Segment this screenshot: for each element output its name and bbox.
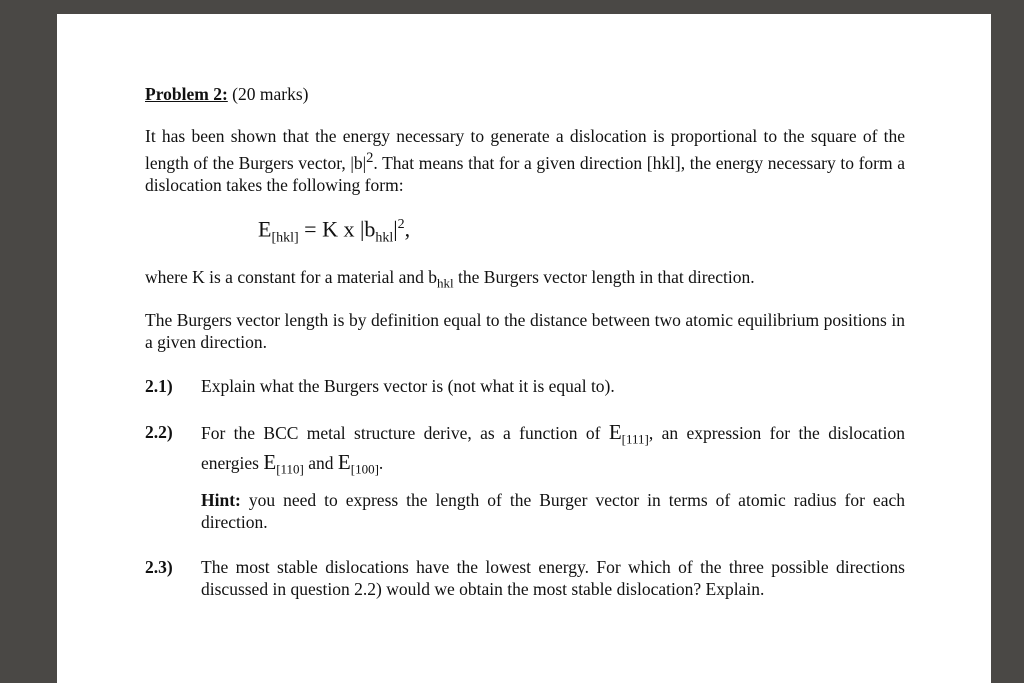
formula-lhs: E bbox=[258, 216, 272, 242]
intro-text-a: It has been shown that the energy necessary to generate a dislocation is proportional to the square of the length of the Burgers vector, |b| bbox=[145, 126, 905, 173]
formula-tail: , bbox=[404, 216, 411, 242]
formula-lhs-sub: [hkl] bbox=[271, 230, 299, 246]
q2-e1-sub: [111] bbox=[621, 431, 649, 447]
intro-text-b: . That means that for a given direction [hkl], the energy necessary to form a dislocation takes the following form: bbox=[145, 152, 905, 195]
hint-text bbox=[201, 489, 905, 533]
question-text: Explain what the Burgers vector is (not what it is equal to). bbox=[201, 376, 615, 396]
formula-sup: 2 bbox=[397, 217, 405, 232]
hint-label: Hint: bbox=[201, 490, 241, 510]
q2-e1: E bbox=[608, 420, 622, 444]
energy-formula bbox=[258, 214, 410, 250]
formula-mid: = K x |b bbox=[298, 216, 376, 242]
q2-text-a: For the BCC metal structure derive, as a function of bbox=[201, 423, 609, 443]
where-sub: hkl bbox=[437, 275, 454, 291]
question-text bbox=[201, 421, 905, 480]
question-number: 2.1) bbox=[145, 376, 173, 396]
q2-text-c: and bbox=[303, 452, 338, 473]
formula-b-sub: hkl bbox=[375, 230, 394, 246]
intro-paragraph bbox=[145, 125, 905, 196]
where-paragraph bbox=[145, 266, 905, 295]
intro-superscript: 2 bbox=[366, 150, 374, 166]
where-text-b: the Burgers vector length in that direction. bbox=[453, 267, 755, 287]
q2-e2-sub: [110] bbox=[276, 461, 304, 476]
question-number: 2.2) bbox=[145, 422, 173, 442]
where-text-a: where K is a constant for a material and b bbox=[145, 267, 438, 287]
problem-marks: (20 marks) bbox=[232, 84, 309, 104]
problem-heading bbox=[145, 83, 308, 105]
question-text: The most stable dislocations have the lowest energy. For which of the three possible directions discussed in question 2.2) would we obtain the most stable dislocation? Explain. bbox=[201, 557, 905, 599]
q2-text-b: , an expression for the dislocation energies bbox=[201, 423, 905, 473]
hint-body: you need to express the length of the Burger vector in terms of atomic radius for each direction. bbox=[201, 490, 905, 532]
q2-e3-sub: [100] bbox=[350, 461, 379, 476]
q2-text-d: . bbox=[378, 452, 384, 473]
formula-end: | bbox=[393, 216, 398, 242]
question-number: 2.3) bbox=[145, 557, 173, 577]
document-page bbox=[57, 14, 991, 683]
q2-e2: E bbox=[263, 449, 277, 474]
q2-e3: E bbox=[337, 449, 351, 474]
definition-paragraph: The Burgers vector length is by definition equal to the distance between two atomic equilibrium positions in a given direction. bbox=[145, 310, 905, 352]
problem-title: Problem 2: bbox=[145, 84, 228, 104]
